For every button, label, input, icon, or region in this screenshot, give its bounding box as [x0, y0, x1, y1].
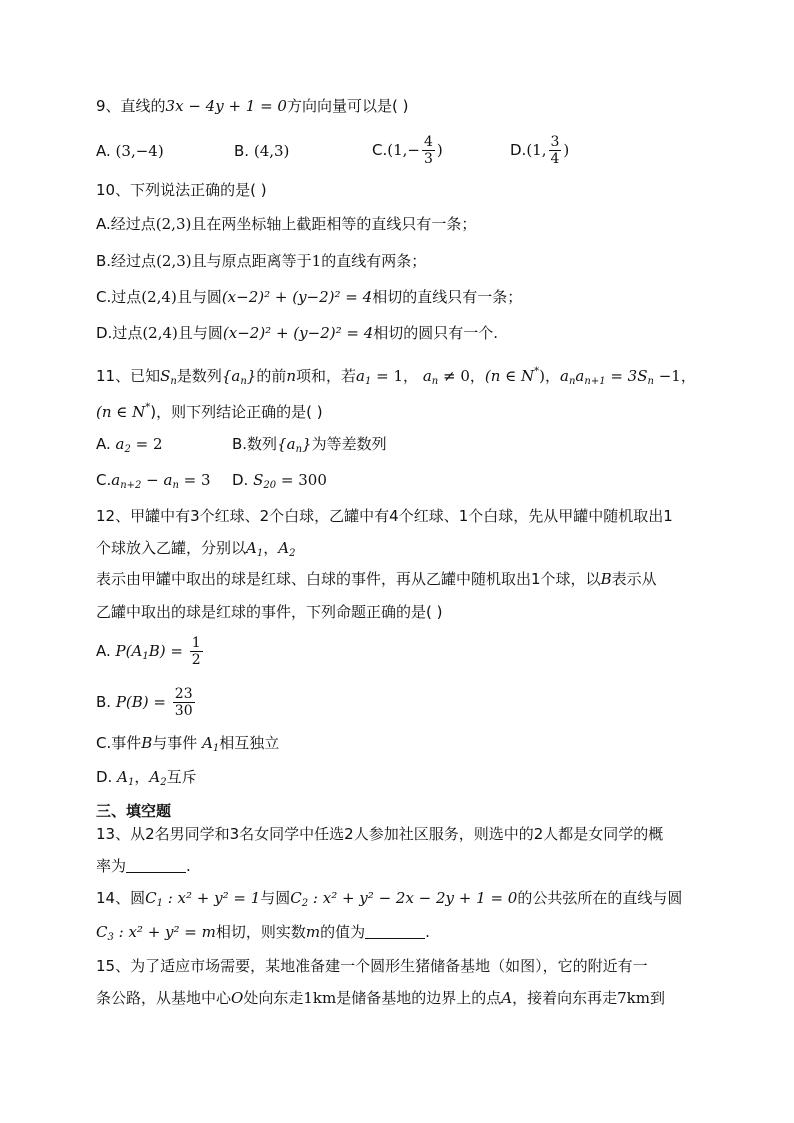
q10-c-point: (2,4) — [141, 288, 177, 306]
question-11-line-2 — [96, 397, 323, 423]
q10-b-pre: B.经过点 — [96, 252, 157, 270]
q14-eq1: : x² + y² = 1 — [162, 889, 261, 907]
q10-a-pre: A.经过点 — [96, 215, 156, 233]
q12-d-a2-sub: 2 — [160, 777, 167, 788]
question-13-line-1: 13、从2名男同学和3名女同学中任选2人参加社区服务，则选中的2人都是女同学的概 — [96, 825, 664, 843]
q12-option-a — [96, 627, 205, 681]
q10-d-pre: D.过点 — [96, 324, 143, 342]
q11-a-sub: 2 — [124, 444, 131, 455]
q11-line2-star: * — [145, 402, 151, 413]
q11-rec-end: −1， — [653, 367, 696, 385]
q11-rec-eq: = 3S — [605, 367, 648, 385]
q11-an-neq: ≠ 0， — [438, 367, 485, 385]
q11-a-label: A. — [96, 435, 111, 453]
q12-line3-text-a: 表示由甲罐中取出的球是红球、白球的事件，再从乙罐中随机取出1个球，以 — [96, 570, 601, 588]
q11-a1: a — [356, 367, 365, 385]
q12-b-den: 30 — [174, 703, 193, 719]
q11-b-sub: n — [295, 444, 303, 455]
question-12-line-2 — [96, 537, 295, 565]
q11-n-in-N-close: )， — [539, 367, 561, 385]
q10-b-post: 的直线有两条； — [321, 252, 427, 270]
q12-b-expr: P(B) = — [115, 693, 171, 711]
q15-text-b: 处向东走 — [243, 989, 304, 1007]
q14-m: m — [305, 923, 321, 941]
q9-b-label: B. — [234, 142, 250, 160]
q10-d-post: 相切的圆只有一个. — [373, 324, 499, 342]
q11-d-value: = 300 — [276, 471, 327, 489]
q10-a-point: (2,3) — [155, 215, 192, 233]
q10-d-equation: (x−2)² + (y−2)² = 4 — [222, 324, 374, 342]
q10-c-mid: 且与圆 — [176, 288, 222, 306]
q11-rec-sn: n — [647, 376, 654, 387]
question-11-line-1 — [96, 361, 696, 393]
q12-a-label: A. — [96, 642, 111, 660]
q10-c-pre: C.过点 — [96, 288, 142, 306]
q14-c3-sub: 3 — [107, 932, 114, 943]
q9-c-num: 4 — [423, 134, 433, 150]
q12-c-sub: 1 — [212, 743, 220, 754]
q13-line2-text: 率为 — [96, 857, 127, 875]
q9-text-a: 9、直线的 — [96, 97, 166, 115]
q10-option-d — [96, 322, 498, 344]
q11-rec-n1: n+1 — [584, 376, 606, 387]
q9-d-pre: (1, — [526, 141, 547, 159]
q9-c-pre: (1,− — [387, 141, 420, 159]
q11-an-set: {a — [221, 367, 241, 385]
q12-a-expr-2: B) = — [148, 642, 188, 660]
q9-option-d — [510, 128, 569, 172]
q12-line3-text-b: 表示从 — [611, 570, 657, 588]
question-9-stem — [96, 95, 408, 117]
q12-sep: ， — [263, 539, 279, 557]
q14-text-b: 与圆 — [260, 889, 291, 907]
q11-line2-n-in-N: (n ∈ N — [96, 403, 146, 421]
q11-d-var: S — [253, 471, 264, 489]
q12-d-a2: A — [149, 768, 161, 786]
q9-b-value: (4,3) — [253, 142, 290, 160]
q11-a-value: = 2 — [130, 435, 163, 453]
q11-a-var: a — [115, 435, 125, 453]
q9-c-fraction — [422, 134, 435, 167]
q11-a1-sub: 1 — [365, 376, 372, 387]
q11-line2-text: )，则下列结论正确的是( ) — [150, 403, 323, 421]
q10-d-mid: 且与圆 — [177, 324, 223, 342]
q11-c-sub-n: n — [172, 480, 179, 491]
q11-c-label: C. — [96, 471, 112, 489]
question-13-line-2 — [96, 855, 191, 877]
question-15-line-2 — [96, 987, 665, 1009]
q9-option-c — [372, 128, 443, 172]
q9-option-b — [234, 140, 289, 162]
q11-b-set-close: } — [302, 435, 312, 453]
question-15-line-1: 15、为了适应市场需要，某地准备建一个圆形生猪储备基地（如图），它的附近有一 — [96, 957, 648, 975]
q10-a-post: 且在两坐标轴上截距相等的直线只有一条； — [191, 215, 477, 233]
q11-d-label: D. — [232, 471, 249, 489]
q11-rec-an: a — [560, 367, 569, 385]
q12-c-b: B — [141, 734, 153, 752]
q11-text-b: 是数列 — [176, 367, 222, 385]
q11-text-c: 的前 — [256, 367, 287, 385]
q12-c-post: 相互独立 — [219, 734, 280, 752]
q12-b: B — [600, 570, 612, 588]
q14-end: . — [425, 923, 430, 941]
q14-text-a: 14、圆 — [96, 889, 146, 907]
q12-a-den: 2 — [191, 652, 201, 668]
q12-line2-text: 个球放入乙罐，分别以 — [96, 539, 247, 557]
q12-d-a1: A — [117, 768, 128, 786]
q11-text-d: 项和，若 — [296, 367, 357, 385]
q11-b-set: {a — [277, 435, 296, 453]
q10-b-point: (2,3) — [156, 252, 192, 270]
q13-answer-blank[interactable] — [126, 857, 186, 873]
q15-text-e: 到 — [649, 989, 665, 1007]
q12-a2: A — [278, 539, 290, 557]
question-12-line-3 — [96, 568, 657, 590]
q11-s: S — [160, 367, 171, 385]
q9-text-b: 方向向量可以是( ) — [286, 97, 409, 115]
q11-d-sub: 20 — [263, 480, 277, 491]
q9-d-den: 4 — [550, 151, 560, 167]
q9-c-label: C. — [372, 141, 388, 159]
q12-d-label: D. — [96, 768, 113, 786]
q15-a: A — [501, 989, 513, 1007]
q10-option-c — [96, 286, 522, 308]
q12-a2-sub: 2 — [289, 548, 296, 559]
question-14-line-2 — [96, 921, 430, 949]
q12-b-label: B. — [96, 693, 112, 711]
q12-c-mid: 与事件 — [152, 734, 198, 752]
q14-text-e: 的值为 — [320, 923, 366, 941]
q12-d-post: 互斥 — [166, 768, 197, 786]
q9-d-label: D. — [510, 141, 527, 159]
q9-a-label: A. — [96, 142, 111, 160]
q12-a-fraction — [190, 635, 203, 668]
q11-option-d — [232, 469, 327, 497]
q12-option-c — [96, 732, 279, 760]
q11-option-c — [96, 469, 211, 497]
question-10-stem: 10、下列说法正确的是( ) — [96, 181, 267, 199]
q12-a-sub: 1 — [142, 651, 149, 662]
q14-answer-blank[interactable] — [365, 923, 425, 939]
q12-b-fraction — [173, 686, 195, 719]
q9-d-num: 3 — [550, 134, 560, 150]
q11-c-sub: n+2 — [120, 480, 142, 491]
q11-rec-n: n — [568, 376, 576, 387]
q11-an2-sub: n — [431, 376, 439, 387]
q10-d-point: (2,4) — [142, 324, 178, 342]
q9-a-value: (3,−4) — [115, 142, 164, 160]
q11-n-in-N: (n ∈ N — [484, 367, 535, 385]
q9-c-post: ) — [436, 141, 443, 159]
q10-option-b — [96, 250, 426, 272]
q12-c-a: A — [202, 734, 213, 752]
q11-rec-an1: a — [575, 367, 585, 385]
q11-c-minus: − a — [141, 471, 173, 489]
q9-c-den: 3 — [423, 151, 433, 167]
q14-text-c: 的公共弦所在的直线与圆 — [517, 889, 683, 907]
q14-eq2: : x² + y² − 2x − 2y + 1 = 0 — [308, 889, 518, 907]
q11-an: a — [422, 367, 432, 385]
q15-text-a: 条公路，从基地中心 — [96, 989, 232, 1007]
q9-d-fraction — [549, 134, 562, 167]
q9-option-a — [96, 140, 164, 162]
q14-c3: C — [96, 923, 108, 941]
q12-option-b — [96, 678, 197, 726]
q11-star: * — [534, 366, 540, 377]
q12-d-sep: ， — [134, 768, 150, 786]
q9-d-post: ) — [563, 141, 570, 159]
q11-b-post: 为等差数列 — [311, 435, 387, 453]
q12-a1: A — [246, 539, 257, 557]
q11-an-sub: n — [240, 376, 247, 387]
q14-c2: C — [290, 889, 302, 907]
q14-text-d: 相切，则实数 — [215, 923, 306, 941]
q11-an-set-close: } — [246, 367, 257, 385]
q12-c-pre: C.事件 — [96, 734, 142, 752]
q11-a1-eq: = 1， — [371, 367, 419, 385]
q14-c2-sub: 2 — [301, 898, 309, 909]
q9-equation: 3x − 4y + 1 = 0 — [165, 97, 287, 115]
q11-option-b — [232, 433, 387, 461]
q12-a1-sub: 1 — [256, 548, 264, 559]
q11-c-value: = 3 — [178, 471, 211, 489]
q14-c1-sub: 1 — [156, 898, 163, 909]
q10-b-one: 1 — [311, 252, 322, 270]
q12-a-expr: P(A — [115, 642, 143, 660]
q11-c-var: a — [111, 471, 121, 489]
q11-b-pre: B.数列 — [232, 435, 278, 453]
q13-end: . — [186, 857, 191, 875]
q14-c1: C — [145, 889, 157, 907]
q10-c-post: 相切的直线只有一条； — [372, 288, 523, 306]
question-12-line-4: 乙罐中取出的球是红球的事件，下列命题正确的是( ) — [96, 603, 443, 621]
q11-text-a: 11、已知 — [96, 367, 161, 385]
q12-d-a1-sub: 1 — [127, 777, 135, 788]
q15-o: O — [231, 989, 244, 1007]
q12-b-num: 23 — [174, 686, 193, 702]
q14-eq3: : x² + y² = m — [113, 923, 216, 941]
q15-text-c: 是储备基地的边界上的点 — [336, 989, 502, 1007]
q11-option-a — [96, 433, 163, 461]
q11-n: n — [286, 367, 297, 385]
section-3-heading: 三、填空题 — [96, 802, 172, 820]
q12-option-d — [96, 766, 197, 794]
q10-option-a — [96, 213, 476, 235]
q11-s-sub: n — [170, 376, 177, 387]
q12-a-num: 1 — [191, 635, 201, 651]
q10-b-mid: 且与原点距离等于 — [191, 252, 312, 270]
q15-km7: 7km — [617, 989, 650, 1007]
q15-text-d: ，接着向东再走 — [512, 989, 618, 1007]
question-12-line-1: 12、甲罐中有3个红球、2个白球，乙罐中有4个红球、1个白球，先从甲罐中随机取出1 — [96, 507, 673, 525]
question-14-line-1 — [96, 887, 682, 915]
q15-km1: 1km — [303, 989, 337, 1007]
q10-c-equation: (x−2)² + (y−2)² = 4 — [221, 288, 373, 306]
